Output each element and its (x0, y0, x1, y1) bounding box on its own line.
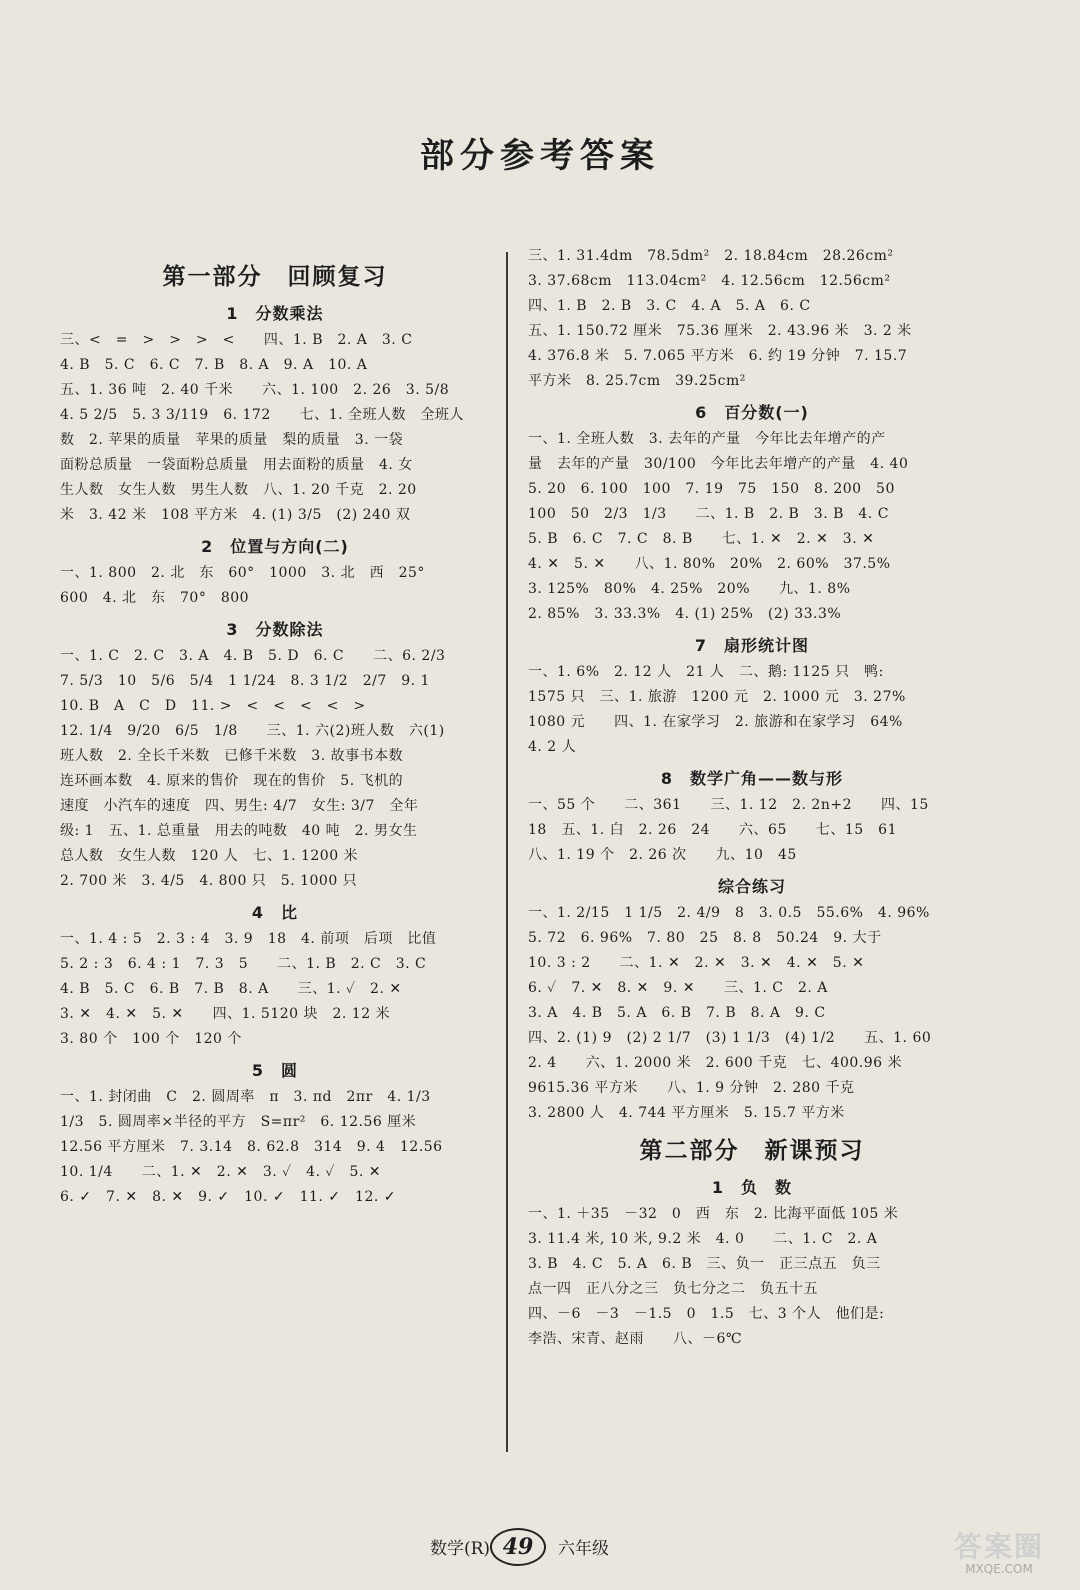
section-title: 2 位置与方向(二) (201, 537, 349, 556)
answer-line: 班人数 2. 全长千米数 已修千米数 3. 故事书本数 (60, 748, 404, 764)
section-title: 综合练习 (717, 877, 786, 896)
answer-line: 4. 2 人 (528, 739, 577, 755)
section-title: 7 扇形统计图 (694, 636, 810, 655)
answer-line: 2. 4 六、1. 2000 米 2. 600 千克 七、400.96 米 (528, 1055, 903, 1071)
answer-line: 四、1. B 2. B 3. C 4. A 5. A 6. C (528, 298, 811, 314)
answer-line: 6. ✓ 7. ✕ 8. ✕ 9. ✕ 三、1. C 2. A (528, 980, 828, 996)
answer-line: 量 去年的产量 30/100 今年比去年增产的产量 4. 40 (528, 456, 909, 472)
answer-line: 5. 2 : 3 6. 4 : 1 7. 3 5 二、1. B 2. C 3. C (60, 956, 427, 972)
answer-line: 速度 小汽车的速度 四、男生: 4/7 女生: 3/7 全年 (60, 798, 419, 814)
part-one-title: 第一部分 回顾复习 (162, 264, 388, 290)
section-title: 4 比 (251, 903, 299, 922)
section-title: 1 分数乘法 (226, 304, 324, 323)
answer-line: 4. 5 2/5 5. 3 3/119 6. 172 七、1. 全班人数 全班人 (60, 407, 465, 423)
answer-line: 5. B 6. C 7. C 8. B 七、1. ✕ 2. ✕ 3. ✕ (528, 531, 875, 547)
section-title: 8 数学广角——数与形 (660, 769, 844, 788)
answer-line: 100 50 2/3 1/3 二、1. B 2. B 3. B 4. C (528, 506, 889, 522)
right-sections (528, 400, 976, 1126)
answer-line: 600 4. 北 东 70° 800 (60, 590, 250, 606)
answer-line: 总人数 女生人数 120 人 七、1. 1200 米 (60, 848, 359, 864)
answer-line: 3. ✕ 4. ✕ 5. ✕ 四、1. 5120 块 2. 12 米 (60, 1006, 391, 1022)
watermark-logo (940, 1532, 1058, 1580)
section-title: 6 百分数(一) (695, 403, 809, 422)
answer-line: 四、－6 －3 －1.5 0 1.5 七、3 个人 他们是: (528, 1306, 885, 1322)
page-number: 49 (490, 1528, 546, 1566)
section-title: 5 圆 (251, 1061, 299, 1080)
answer-line: 7. 5/3 10 5/6 5/4 1 1/24 8. 3 1/2 2/7 9. 1 (60, 673, 430, 689)
answer-line: 四、2. (1) 9 (2) 2 1/7 (3) 1 1/3 (4) 1/2 五、1. 60 (528, 1030, 932, 1046)
answer-line: 18 五、1. 白 2. 26 24 六、65 七、15 61 (528, 822, 898, 838)
answer-line: 级: 1 五、1. 总重量 用去的吨数 40 吨 2. 男女生 (60, 823, 418, 839)
watermark-logo-text: 答案圈 (953, 1530, 1044, 1563)
answer-line: 1080 元 四、1. 在家学习 2. 旅游和在家学习 64% (528, 714, 903, 730)
answer-line: 3. 11.4 米, 10 米, 9.2 米 4. 0 二、1. C 2. A (528, 1231, 878, 1247)
answer-line: 3. A 4. B 5. A 6. B 7. B 8. A 9. C (528, 1005, 826, 1021)
page-footer (0, 1528, 1080, 1568)
answer-line: 平方米 8. 25.7cm 39.25cm² (528, 373, 746, 389)
answer-line: 4. B 5. C 6. C 7. B 8. A 9. A 10. A (60, 357, 368, 373)
answer-line: 12.56 平方厘米 7. 3.14 8. 62.8 314 9. 4 12.56 (60, 1139, 443, 1155)
answer-line: 12. 1/4 9/20 6/5 1/8 三、1. 六(2)班人数 六(1) (60, 723, 445, 739)
answer-line: 一、1. C 2. C 3. A 4. B 5. D 6. C 二、6. 2/3 (60, 648, 446, 664)
answer-line: 3. 37.68cm 113.04cm² 4. 12.56cm 12.56cm² (528, 273, 891, 289)
answer-line: 米 3. 42 米 108 平方米 4. (1) 3/5 (2) 240 双 (60, 507, 411, 523)
answer-line: 一、1. 封闭曲 C 2. 圆周率 π 3. πd 2πr 4. 1/3 (60, 1089, 431, 1105)
answer-line: 3. 80 个 100 个 120 个 (60, 1031, 242, 1047)
footer-grade: 六年级 (558, 1539, 609, 1559)
answer-line: 5. 72 6. 96% 7. 80 25 8. 8 50.24 9. 大于 (528, 930, 882, 946)
answer-line: 4. ✕ 5. ✕ 八、1. 80% 20% 2. 60% 37.5% (528, 556, 891, 572)
watermark-url: MXQE.COM (965, 1562, 1033, 1576)
answer-line: 李浩、宋青、赵雨 八、－6℃ (528, 1331, 743, 1347)
answer-line: 2. 85% 3. 33.3% 4. (1) 25% (2) 33.3% (528, 606, 842, 622)
answer-line: 八、1. 19 个 2. 26 次 九、10 45 (528, 847, 797, 863)
answer-line: 1/3 5. 圆周率×半径的平方 S=πr² 6. 12.56 厘米 (60, 1114, 417, 1130)
left-sections (60, 301, 490, 1210)
answer-line: 五、1. 150.72 厘米 75.36 厘米 2. 43.96 米 3. 2 米 (528, 323, 912, 339)
answer-line: 2. 700 米 3. 4/5 4. 800 只 5. 1000 只 (60, 873, 358, 889)
answer-line: 一、1. 6% 2. 12 人 21 人 二、鹅: 1125 只 鸭: (528, 664, 884, 680)
answer-line: 一、55 个 二、361 三、1. 12 2. 2n+2 四、15 (528, 797, 929, 813)
answer-line: 1575 只 三、1. 旅游 1200 元 2. 1000 元 3. 27% (528, 689, 906, 705)
footer-subject: 数学(R) (430, 1539, 491, 1559)
answer-line: 三、1. 31.4dm 78.5dm² 2. 18.84cm 28.26cm² (528, 248, 894, 264)
answer-line: 9615.36 平方米 八、1. 9 分钟 2. 280 千克 (528, 1080, 855, 1096)
answer-line: 3. 125% 80% 4. 25% 20% 九、1. 8% (528, 581, 851, 597)
column-divider (506, 252, 508, 1452)
answer-line: 3. B 4. C 5. A 6. B 三、负一 正三点五 负三 (528, 1256, 881, 1272)
answer-line: 10. B A C D 11. > < < < < > (60, 698, 366, 714)
answer-line: 连环画本数 4. 原来的售价 现在的售价 5. 飞机的 (60, 773, 404, 789)
right-part2-sections (528, 1175, 976, 1352)
answer-line: 一、1. 全班人数 3. 去年的产量 今年比去年增产的产 (528, 431, 886, 447)
answer-line: 4. B 5. C 6. B 7. B 8. A 三、1. ✓ 2. ✕ (60, 981, 402, 997)
right-intro (528, 244, 976, 394)
answer-line: 三、< = > > > < 四、1. B 2. A 3. C (60, 332, 413, 348)
answer-line: 10. 3 : 2 二、1. ✕ 2. ✕ 3. ✕ 4. ✕ 5. ✕ (528, 955, 865, 971)
answer-line: 五、1. 36 吨 2. 40 千米 六、1. 100 2. 26 3. 5/8 (60, 382, 450, 398)
answer-line: 6. ✓ 7. ✕ 8. ✕ 9. ✓ 10. ✓ 11. ✓ 12. ✓ (60, 1189, 396, 1205)
answer-line: 一、1. 2/15 1 1/5 2. 4/9 8 3. 0.5̇ 55.6% 4. 96% (528, 905, 930, 921)
answer-line: 3. 2800 人 4. 744 平方厘米 5. 15.7 平方米 (528, 1105, 845, 1121)
answer-line: 面粉总质量 一袋面粉总质量 用去面粉的质量 4. 女 (60, 457, 413, 473)
left-column (60, 252, 490, 1210)
page-title: 部分参考答案 (420, 136, 660, 176)
answer-line: 4. 376.8 米 5. 7.065 平方米 6. 约 19 分钟 7. 15.7 (528, 348, 908, 364)
section-title: 1 负 数 (711, 1178, 793, 1197)
section-title: 3 分数除法 (226, 620, 324, 639)
answer-line: 生人数 女生人数 男生人数 八、1. 20 千克 2. 20 (60, 482, 417, 498)
answer-line: 点一四 正八分之三 负七分之二 负五十五 (528, 1281, 818, 1297)
answer-line: 5. 20 6. 100 100 7. 19 75 150 8. 200 50 (528, 481, 895, 497)
answer-line: 10. 1/4 二、1. ✕ 2. ✕ 3. ✓ 4. ✓ 5. ✕ (60, 1164, 382, 1180)
answer-line: 一、1. 4 : 5 2. 3 : 4 3. 9 18 4. 前项 后项 比值 (60, 931, 437, 947)
part-two-title: 第二部分 新课预习 (639, 1138, 865, 1164)
answer-line: 数 2. 苹果的质量 苹果的质量 梨的质量 3. 一袋 (60, 432, 404, 448)
right-column (528, 244, 976, 1352)
answer-line: 一、1. ＋35 －32 0 西 东 2. 比海平面低 105 米 (528, 1206, 899, 1222)
answer-line: 一、1. 800 2. 北 东 60° 1000 3. 北 西 25° (60, 565, 425, 581)
